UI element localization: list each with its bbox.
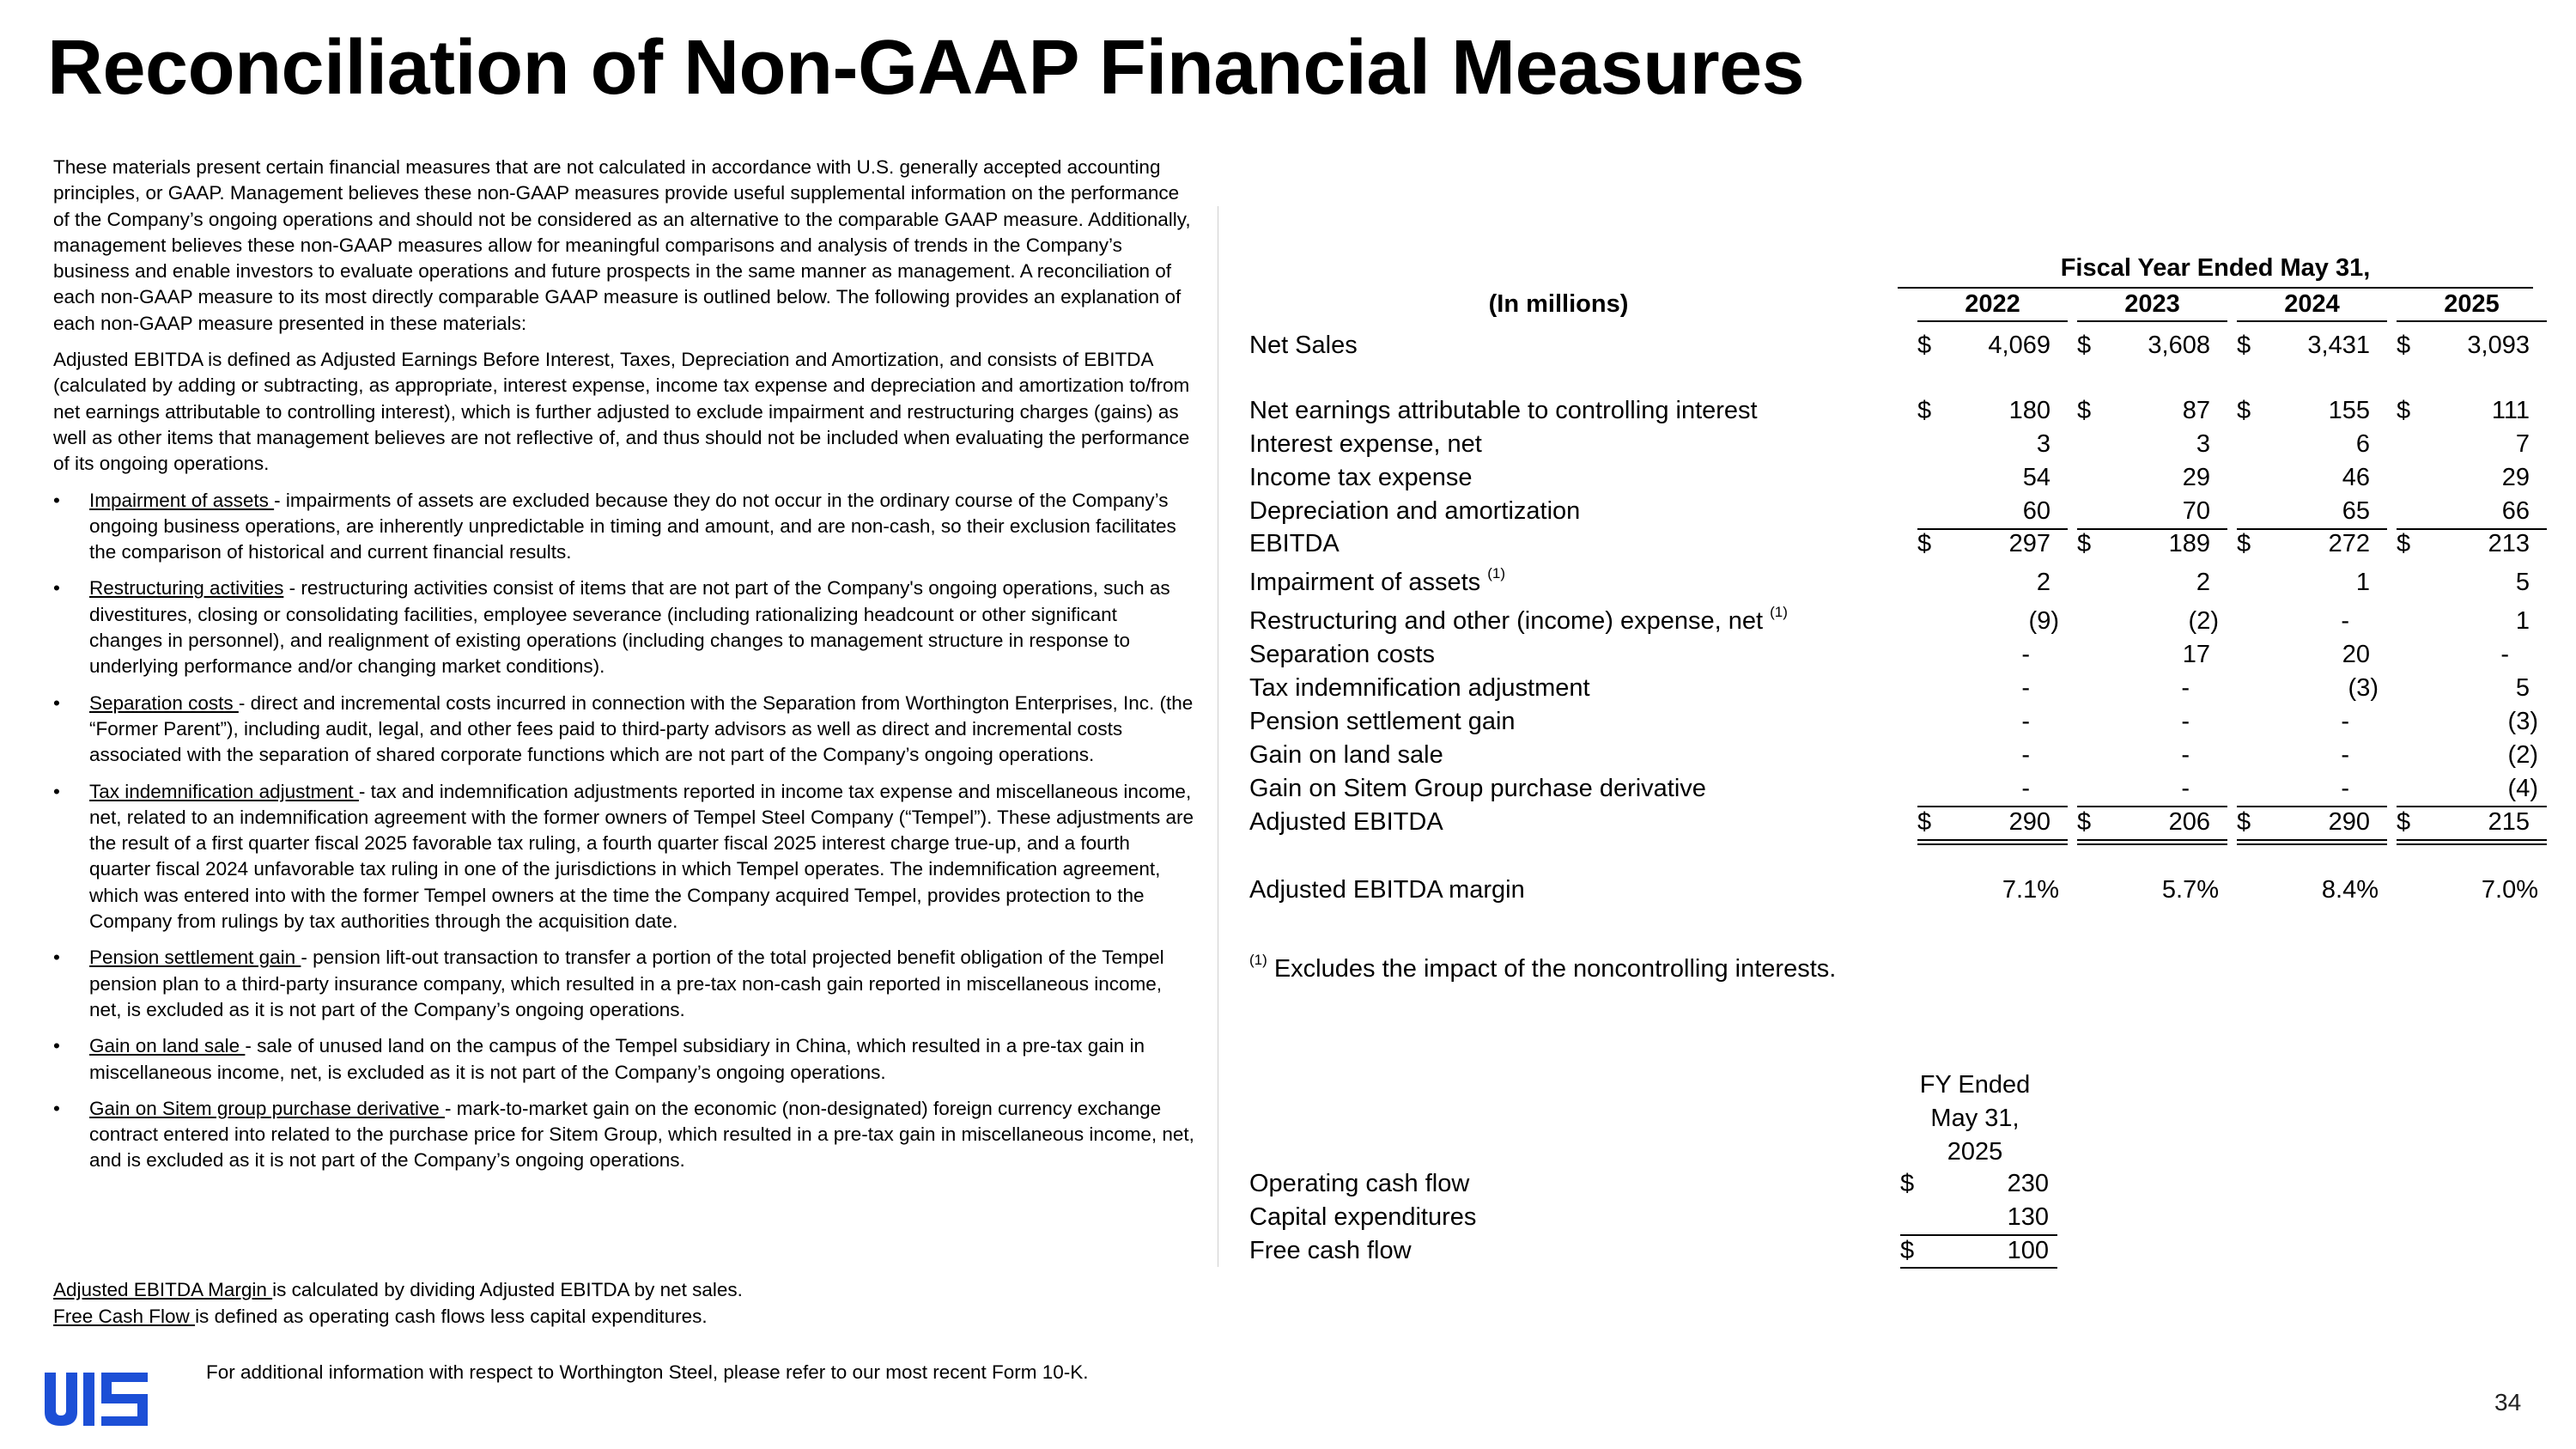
cell-value: (9): [2028, 607, 2059, 635]
cell-value: (2): [2188, 607, 2219, 635]
cell-value: -: [2021, 708, 2030, 735]
adjustment-list: [53, 488, 1195, 1174]
bullet-term: Gain on Sitem group purchase derivative: [89, 1097, 445, 1119]
cell-value: -: [2341, 741, 2349, 769]
year-header: 2024: [2284, 290, 2340, 318]
currency-symbol: $: [1900, 1170, 1915, 1197]
bullet-icon: •: [53, 1097, 60, 1119]
row-label-text: Gain on land sale: [1249, 741, 1443, 769]
list-item: [53, 1096, 1195, 1174]
currency-symbol: $: [1917, 397, 1932, 424]
metric-definitions: [53, 1277, 743, 1330]
cell-value: 7: [2515, 430, 2530, 458]
fcf-row-label: Operating cash flow: [1249, 1170, 1470, 1197]
cell-value: 54: [2022, 464, 2050, 491]
cell-value: (3): [2507, 708, 2538, 735]
cell-value: 111: [2491, 397, 2530, 424]
bullet-term: Restructuring activities: [89, 577, 284, 600]
row-label-text: Adjusted EBITDA margin: [1249, 876, 1525, 904]
bullet-icon: •: [53, 780, 60, 802]
row-label: [1249, 397, 1758, 425]
cell-value: 1: [2355, 569, 2370, 596]
row-label: [1249, 430, 1482, 459]
currency-symbol: $: [1917, 332, 1932, 359]
subtotal-rule: [1900, 1234, 2057, 1236]
bullet-icon: •: [53, 577, 60, 600]
definition-term: Free Cash Flow: [53, 1305, 196, 1327]
fcf-header-line: 2025: [1947, 1138, 2003, 1166]
row-label-text: Tax indemnification adjustment: [1249, 674, 1590, 702]
cell-value: 213: [2488, 530, 2530, 557]
row-label-text: Pension settlement gain: [1249, 708, 1516, 735]
cell-value: 66: [2501, 497, 2530, 525]
fcf-header-line: May 31,: [1930, 1105, 2020, 1132]
ebitda-definition: Adjusted EBITDA is defined as Adjusted Earnings Before Interest, Taxes, Depreciation and Amortization, and consists of EBITDA (calculated by adding or subtracting, as appropriate, interest expense, income tax expense and depreciation and amortization to/from net earnings attributable to controlling interest), which is further adjusted to exclude impairment and restructuring charges (gains) as well as other items that management believes are not reflective of, and thus should not be included when evaluating the performance of its ongoing operations.: [53, 349, 1190, 475]
fiscal-year-header: Fiscal Year Ended May 31,: [2060, 254, 2371, 282]
units-label: (In millions): [1488, 290, 1629, 318]
bullet-term: Gain on land sale: [89, 1035, 246, 1057]
row-label: [1249, 641, 1435, 669]
cell-value: (3): [2348, 674, 2379, 702]
cell-value: 8.4%: [2321, 876, 2379, 904]
form-10k-note: For additional information with respect to Worthington Steel, please refer to our most recent Form 10-K.: [206, 1361, 1089, 1383]
currency-symbol: $: [1900, 1237, 1915, 1264]
cell-value: 6: [2355, 430, 2370, 458]
page-number: 34: [2494, 1389, 2522, 1416]
cell-value: 70: [2182, 497, 2210, 525]
row-label: [1249, 741, 1443, 770]
cell-value: -: [2500, 641, 2509, 668]
bullet-term: Pension settlement gain: [89, 947, 301, 969]
cell-value: 290: [2328, 808, 2370, 836]
bullet-term: Impairment of assets: [89, 489, 275, 511]
cell-value: 189: [2168, 530, 2210, 557]
cell-value: 3,608: [2148, 332, 2210, 359]
year-header: 2023: [2124, 290, 2180, 318]
list-item: [53, 1033, 1195, 1086]
currency-symbol: $: [1917, 530, 1932, 557]
cell-value: -: [2181, 674, 2190, 702]
fcf-definition: [53, 1304, 743, 1330]
currency-symbol: $: [1917, 808, 1932, 836]
bullet-text: - sale of unused land on the campus of the Tempel subsidiary in China, which resulted in a pre-tax gain in miscellaneous income, net, is excluded as it is not part of the Company’s ongoing operations.: [89, 1035, 1145, 1083]
currency-symbol: $: [2237, 808, 2251, 836]
subtotal-rule: [2397, 806, 2547, 807]
year-rule: [2077, 320, 2227, 322]
cell-value: 87: [2182, 397, 2210, 424]
cell-value: 215: [2488, 808, 2530, 836]
definition-text: is calculated by dividing Adjusted EBITDA by net sales.: [272, 1279, 743, 1300]
list-item: [53, 488, 1195, 566]
cell-value: -: [2021, 775, 2030, 802]
footnote-marker: (1): [1487, 565, 1505, 581]
cell-value: 230: [2007, 1170, 2049, 1197]
bullet-text: - impairments of assets are excluded because they do not occur in the ordinary course of the Company’s ongoing business operations, are inherently unpredictable in timing and amount, and are non-cash, so their exclusion facilitates the comparison of historical and current financial results.: [89, 489, 1176, 563]
row-label: [1249, 464, 1473, 492]
cell-value: 272: [2328, 530, 2370, 557]
cell-value: 2: [2036, 569, 2050, 596]
header-rule: [1898, 287, 2533, 289]
intro-paragraph: These materials present certain financial measures that are not calculated in accordance with U.S. generally accepted accounting principles, or GAAP. Management believes these non-GAAP measures provide useful supplemental information on the performance of the Company’s ongoing operations and should not be considered as an alternative to the comparable GAAP measure. Additionally, management believes these non-GAAP measures allow for meaningful comparisons and analysis of trends in the Company’s business and enable investors to evaluate operations and future prospects in the same manner as management. A reconciliation of each non-GAAP measure to its most directly comparable GAAP measure is outlined below. The following provides an explanation of each non-GAAP measure presented in these materials:: [53, 156, 1191, 334]
row-label: [1249, 808, 1443, 837]
cell-value: 206: [2168, 808, 2210, 836]
total-rule: [1900, 1267, 2057, 1269]
row-label: [1249, 876, 1525, 904]
cell-value: -: [2021, 641, 2030, 668]
definition-term: Adjusted EBITDA Margin: [53, 1279, 273, 1300]
currency-symbol: $: [2077, 808, 2092, 836]
cell-value: (2): [2507, 741, 2538, 769]
cell-value: 1: [2515, 607, 2530, 635]
fcf-row-label: Free cash flow: [1249, 1237, 1412, 1264]
page-title: Reconciliation of Non-GAAP Financial Measures: [47, 25, 1805, 111]
list-item: [53, 691, 1195, 769]
fcf-row-label: Capital expenditures: [1249, 1203, 1477, 1231]
cell-value: 5.7%: [2161, 876, 2219, 904]
cell-value: 5: [2515, 569, 2530, 596]
cell-value: 2: [2196, 569, 2210, 596]
row-label-text: Net earnings attributable to controlling interest: [1249, 397, 1758, 424]
row-label-text: Net Sales: [1249, 332, 1358, 359]
currency-symbol: $: [2237, 332, 2251, 359]
cell-value: 100: [2007, 1237, 2049, 1264]
cell-value: 7.0%: [2481, 876, 2538, 904]
row-label-text: Income tax expense: [1249, 464, 1473, 491]
cell-value: 20: [2342, 641, 2370, 668]
currency-symbol: $: [2397, 530, 2411, 557]
row-label: [1249, 708, 1516, 736]
list-item: [53, 779, 1195, 935]
row-label: [1249, 530, 1340, 558]
total-double-rule: [1917, 839, 2068, 845]
row-label: [1249, 565, 1505, 597]
cell-value: 5: [2515, 674, 2530, 702]
bullet-icon: •: [53, 691, 60, 714]
cell-value: (4): [2507, 775, 2538, 802]
cell-value: 3,093: [2467, 332, 2530, 359]
row-label-text: Adjusted EBITDA: [1249, 808, 1443, 836]
list-item: [53, 575, 1195, 679]
bullet-text: - pension lift-out transaction to transfer a portion of the total projected benefit obligation of the Tempel pension plan to a third-party insurance company, which resulted in a pre-tax non-cash gain reported in miscellaneous income, net, is excluded as it is not part of the Company’s ongoing operations.: [89, 947, 1164, 1020]
fcf-header-line: FY Ended: [1919, 1071, 2031, 1099]
cell-value: -: [2181, 775, 2190, 802]
cell-value: 29: [2501, 464, 2530, 491]
list-item: [53, 945, 1195, 1023]
currency-symbol: $: [2397, 808, 2411, 836]
subtotal-rule: [2237, 806, 2387, 807]
row-label-text: Interest expense, net: [1249, 430, 1482, 458]
cell-value: 3: [2196, 430, 2210, 458]
row-label-text: Impairment of assets: [1249, 569, 1481, 596]
total-double-rule: [2077, 839, 2227, 845]
table-footnote: [1249, 952, 1837, 983]
cell-value: 65: [2342, 497, 2370, 525]
currency-symbol: $: [2077, 397, 2092, 424]
bullet-text: - direct and incremental costs incurred in connection with the Separation from Worthington Enterprises, Inc. (the “Former Parent”), including audit, legal, and other fees paid to third-party advisors as well as direct and incremental costs associated with the separation of shared corporate functions which are not part of the Company’s ongoing operations.: [89, 691, 1194, 766]
row-label-text: Depreciation and amortization: [1249, 497, 1581, 525]
margin-definition: [53, 1277, 743, 1304]
row-label: [1249, 775, 1706, 803]
year-header: 2022: [1965, 290, 2020, 318]
subtotal-rule: [1917, 806, 2068, 807]
cell-value: -: [2181, 708, 2190, 735]
footnote-marker: (1): [1770, 604, 1788, 620]
cell-value: -: [2341, 775, 2349, 802]
cell-value: -: [2021, 674, 2030, 702]
currency-symbol: $: [2237, 530, 2251, 557]
footnote-marker: (1): [1249, 952, 1267, 968]
row-label-text: Separation costs: [1249, 641, 1436, 668]
cell-value: 3: [2036, 430, 2050, 458]
subtotal-rule: [2077, 806, 2227, 807]
bullet-term: Separation costs: [89, 691, 239, 714]
cell-value: 3,431: [2307, 332, 2370, 359]
bullet-text: - tax and indemnification adjustments reported in income tax expense and miscellaneous income, net, related to an indemnification agreement with the former owners of Tempel Steel Company (“Tempel”). These adjustments are the result of a first quarter fiscal 2025 favorable tax ruling, a fourth quarter fiscal 2025 interest charge true-up, and a fourth quarter fiscal 2024 unfavorable tax ruling in one of the jurisdictions in which Tempel operates. The indemnification agreement, which was entered into with the former Tempel owners at the time the Company acquired Tempel, provides protection to the Company from rulings by tax authorities through the acquisition date.: [89, 780, 1194, 933]
cell-value: 4,069: [1988, 332, 2050, 359]
row-label-text: EBITDA: [1249, 530, 1340, 557]
cell-value: 60: [2022, 497, 2050, 525]
bullet-term: Tax indemnification adjustment: [89, 780, 359, 802]
bullet-icon: •: [53, 1035, 60, 1057]
cell-value: 297: [2008, 530, 2050, 557]
row-label: [1249, 497, 1580, 526]
cell-value: 180: [2008, 397, 2050, 424]
cell-value: 7.1%: [2002, 876, 2059, 904]
footnote-text: Excludes the impact of the noncontrolling interests.: [1273, 955, 1837, 983]
currency-symbol: $: [2077, 530, 2092, 557]
year-header: 2025: [2444, 290, 2500, 318]
cell-value: 155: [2328, 397, 2370, 424]
row-label: [1249, 332, 1358, 360]
row-label: [1249, 674, 1590, 703]
row-label-text: Restructuring and other (income) expense, net: [1249, 607, 1764, 635]
bullet-icon: •: [53, 489, 60, 511]
year-rule: [1917, 320, 2068, 322]
cell-value: 46: [2342, 464, 2370, 491]
bullet-text: - restructuring activities consist of items that are not part of the Company's ongoing operations, such as divestitures, closing or consolidating facilities, employee severance (including rationalizing headcount or other significant changes in personnel), and realignment of existing operations (including changes to management structure in response to underlying performance and/or changing market conditions).: [89, 577, 1170, 678]
definition-text: is defined as operating cash flows less capital expenditures.: [195, 1305, 708, 1327]
cell-value: 29: [2182, 464, 2210, 491]
definitions-column: [53, 155, 1195, 1184]
currency-symbol: $: [2397, 332, 2411, 359]
cell-value: 17: [2182, 641, 2210, 668]
cell-value: 130: [2007, 1203, 2049, 1231]
cell-value: -: [2341, 708, 2349, 735]
currency-symbol: $: [2397, 397, 2411, 424]
total-double-rule: [2237, 839, 2387, 845]
row-label: [1249, 604, 1788, 636]
cell-value: -: [2181, 741, 2190, 769]
bullet-text: - mark-to-market gain on the economic (non-designated) foreign currency exchange contract entered into related to the purchase price for Sitem Group, which resulted in a pre-tax gain in miscellaneous income, net, and is excluded as it is not part of the Company’s ongoing operations.: [89, 1097, 1194, 1172]
row-label-text: Gain on Sitem Group purchase derivative: [1249, 775, 1706, 802]
cell-value: 290: [2008, 808, 2050, 836]
cell-value: -: [2341, 607, 2349, 635]
year-rule: [2397, 320, 2547, 322]
year-rule: [2237, 320, 2387, 322]
currency-symbol: $: [2237, 397, 2251, 424]
company-logo: [45, 1373, 152, 1426]
currency-symbol: $: [2077, 332, 2092, 359]
cell-value: -: [2021, 741, 2030, 769]
bullet-icon: •: [53, 947, 60, 969]
fcf-header: [1889, 1068, 2061, 1169]
total-double-rule: [2397, 839, 2547, 845]
